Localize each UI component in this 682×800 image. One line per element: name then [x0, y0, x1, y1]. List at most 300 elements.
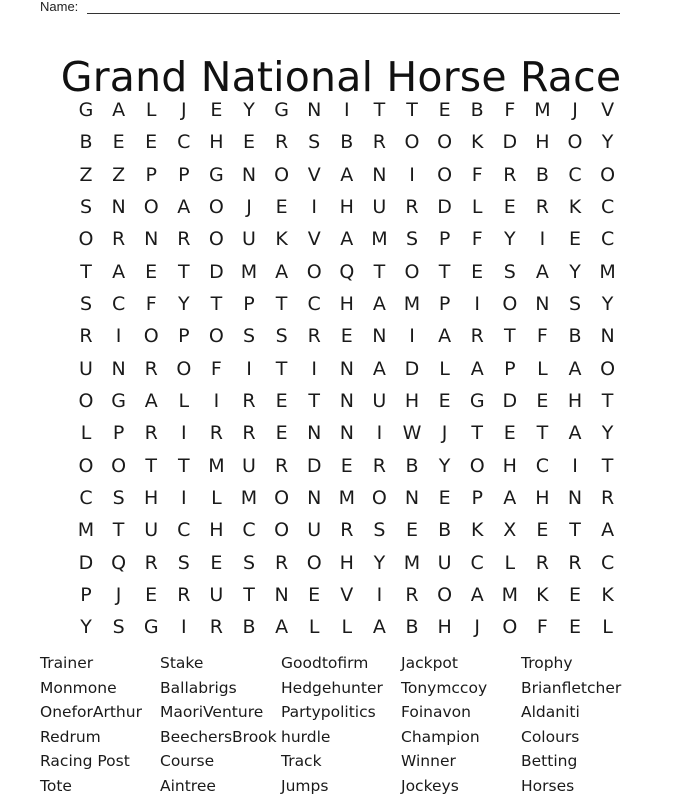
- grid-letter: R: [535, 551, 549, 574]
- grid-letter: R: [177, 228, 191, 251]
- grid-letter: B: [438, 519, 452, 542]
- grid-letter: J: [246, 195, 252, 218]
- grid-letter: P: [504, 357, 516, 380]
- grid-letter: E: [438, 99, 451, 121]
- word-list-item: Champion: [401, 727, 480, 746]
- grid-letter: J: [180, 99, 187, 121]
- grid-letter: M: [403, 551, 421, 574]
- grid-letter: H: [502, 454, 517, 477]
- word-list: [40, 651, 660, 799]
- grid-letter: V: [340, 583, 354, 606]
- grid-letter: Y: [373, 551, 386, 574]
- grid-letter: I: [311, 195, 317, 218]
- grid-letter: N: [600, 325, 615, 348]
- grid-letter: N: [111, 195, 126, 218]
- grid-letter: O: [437, 163, 453, 186]
- grid-letter: I: [115, 325, 122, 348]
- grid-letter: O: [143, 195, 159, 218]
- word-list-item: Ballabrigs: [160, 678, 237, 697]
- word-search-grid: [70, 94, 616, 644]
- grid-letter: O: [600, 163, 616, 186]
- grid-letter: S: [112, 486, 125, 509]
- grid-letter: O: [78, 389, 94, 412]
- name-field: [40, 0, 620, 16]
- grid-letter: L: [439, 357, 450, 380]
- word-list-item: Trainer: [40, 654, 94, 672]
- grid-letter: S: [79, 195, 93, 218]
- grid-letter: T: [112, 519, 125, 542]
- grid-letter: I: [180, 422, 187, 445]
- grid-letter: F: [471, 228, 483, 251]
- grid-letter: P: [243, 292, 255, 315]
- grid-letter: R: [144, 551, 158, 574]
- grid-letter: S: [242, 325, 256, 348]
- grid-letter: H: [535, 131, 550, 154]
- grid-letter: P: [145, 163, 157, 186]
- grid-letter: I: [376, 422, 383, 445]
- word-list-item: Tonymccoy: [401, 678, 488, 697]
- grid-letter: N: [567, 486, 583, 509]
- word-list-item: Redrum: [40, 727, 101, 746]
- grid-letter: H: [209, 131, 224, 154]
- grid-row: [70, 159, 616, 191]
- grid-letter: O: [306, 260, 322, 283]
- grid-letter: E: [536, 519, 549, 542]
- grid-letter: Y: [177, 292, 190, 315]
- grid-letter: A: [503, 486, 517, 509]
- grid-letter: T: [210, 292, 223, 315]
- word-list-item: Partypolitics: [281, 703, 376, 722]
- word-list-item: Betting: [521, 752, 578, 771]
- grid-letter: E: [242, 131, 255, 154]
- grid-letter: Y: [601, 422, 614, 445]
- grid-letter: H: [339, 195, 354, 218]
- grid-letter: O: [78, 454, 94, 477]
- grid-letter: A: [535, 260, 549, 283]
- grid-letter: O: [208, 325, 224, 348]
- grid-letter: E: [503, 422, 516, 445]
- grid-letter: M: [240, 486, 258, 509]
- grid-letter: A: [438, 325, 452, 348]
- grid-letter: L: [471, 195, 483, 218]
- grid-letter: N: [307, 99, 322, 121]
- grid-letter: J: [115, 583, 122, 606]
- grid-letter: D: [502, 131, 518, 154]
- word-list-item: hurdle: [281, 727, 331, 746]
- grid-row: [70, 353, 616, 385]
- grid-letter: S: [405, 228, 419, 251]
- grid-letter: O: [176, 357, 192, 380]
- grid-letter: A: [275, 616, 289, 639]
- grid-letter: R: [372, 454, 386, 477]
- grid-letter: U: [242, 228, 256, 251]
- word-list-item: Winner: [401, 752, 456, 771]
- grid-letter: I: [311, 357, 317, 380]
- grid-letter: O: [78, 228, 94, 251]
- grid-letter: O: [274, 163, 290, 186]
- grid-letter: E: [210, 99, 223, 121]
- grid-letter: Y: [438, 454, 451, 477]
- grid-letter: N: [372, 325, 387, 348]
- grid-letter: B: [79, 131, 93, 154]
- grid-letter: Y: [80, 616, 92, 639]
- name-label: Name:: [40, 0, 79, 14]
- grid-letter: D: [502, 389, 518, 412]
- grid-letter: O: [274, 519, 290, 542]
- grid-letter: O: [143, 325, 159, 348]
- grid-letter: J: [474, 616, 480, 639]
- grid-letter: C: [600, 228, 615, 251]
- grid-letter: E: [438, 389, 451, 412]
- page-title: Grand National Horse Race: [60, 53, 622, 102]
- grid-letter: L: [80, 422, 92, 445]
- grid-letter: L: [308, 616, 320, 639]
- grid-letter: K: [601, 583, 614, 606]
- grid-letter: M: [534, 99, 551, 121]
- grid-letter: U: [209, 583, 224, 606]
- word-list-item: Monmone: [40, 678, 117, 697]
- grid-letter: R: [274, 551, 289, 574]
- grid-letter: T: [438, 260, 451, 283]
- grid-letter: T: [308, 389, 320, 412]
- grid-letter: H: [209, 519, 224, 542]
- grid-letter: A: [177, 195, 191, 218]
- grid-letter: N: [372, 163, 387, 186]
- grid-letter: M: [240, 260, 258, 283]
- grid-letter: P: [471, 486, 483, 509]
- grid-row: [70, 514, 613, 546]
- grid-row: [70, 385, 613, 417]
- grid-letter: S: [275, 325, 288, 348]
- grid-letter: U: [79, 357, 93, 380]
- grid-letter: C: [535, 454, 550, 477]
- grid-letter: A: [568, 422, 582, 445]
- grid-letter: A: [144, 389, 158, 412]
- grid-letter: R: [177, 583, 191, 606]
- grid-letter: K: [568, 195, 582, 218]
- grid-letter: T: [80, 260, 92, 283]
- grid-letter: E: [145, 583, 158, 606]
- grid-letter: E: [210, 551, 223, 574]
- grid-letter: R: [111, 228, 126, 251]
- grid-letter: M: [501, 583, 518, 606]
- grid-letter: C: [470, 551, 484, 574]
- grid-letter: C: [568, 163, 582, 186]
- grid-letter: T: [275, 357, 288, 380]
- grid-letter: O: [208, 195, 224, 218]
- grid-letter: N: [111, 357, 126, 380]
- grid-letter: Y: [601, 131, 614, 154]
- word-column: [40, 651, 142, 799]
- grid-letter: I: [539, 228, 546, 251]
- grid-letter: E: [145, 131, 158, 154]
- grid-letter: D: [404, 357, 420, 380]
- grid-letter: B: [535, 163, 549, 186]
- grid-row: [70, 611, 613, 643]
- grid-letter: N: [339, 357, 354, 380]
- grid-letter: T: [177, 454, 190, 477]
- grid-letter: R: [372, 131, 386, 154]
- grid-letter: M: [208, 454, 225, 477]
- grid-letter: U: [437, 551, 452, 574]
- word-list-item: Horses: [521, 776, 575, 795]
- grid-letter: P: [178, 325, 190, 348]
- grid-letter: A: [340, 163, 354, 186]
- grid-letter: D: [306, 454, 322, 477]
- grid-letter: N: [339, 422, 354, 445]
- grid-letter: S: [79, 292, 93, 315]
- grid-letter: C: [307, 292, 321, 315]
- grid-letter: C: [600, 551, 615, 574]
- grid-letter: U: [372, 195, 387, 218]
- grid-letter: H: [404, 389, 420, 412]
- grid-letter: T: [471, 422, 483, 445]
- grid-letter: M: [371, 228, 388, 251]
- grid-letter: S: [373, 519, 386, 542]
- word-list-item: Jumps: [281, 776, 329, 795]
- grid-letter: C: [242, 519, 256, 542]
- grid-letter: E: [340, 325, 353, 348]
- grid-letter: N: [274, 583, 289, 606]
- grid-letter: R: [144, 422, 158, 445]
- grid-letter: D: [209, 260, 224, 283]
- word-column: [281, 651, 383, 799]
- grid-letter: H: [535, 486, 550, 509]
- grid-letter: J: [572, 99, 578, 121]
- grid-letter: I: [409, 163, 415, 186]
- grid-letter: I: [572, 454, 578, 477]
- grid-letter: E: [536, 389, 549, 412]
- grid-letter: D: [78, 551, 94, 574]
- grid-letter: S: [112, 616, 125, 639]
- grid-letter: H: [144, 486, 159, 509]
- grid-letter: A: [275, 260, 289, 283]
- grid-letter: E: [112, 131, 125, 154]
- grid-letter: T: [569, 519, 581, 542]
- grid-letter: Y: [503, 228, 516, 251]
- grid-row: [70, 191, 613, 223]
- grid-letter: R: [242, 422, 256, 445]
- grid-row: [70, 320, 613, 352]
- grid-letter: E: [340, 454, 353, 477]
- grid-letter: H: [339, 551, 354, 574]
- grid-letter: N: [307, 422, 322, 445]
- word-list-item: Course: [160, 752, 215, 771]
- grid-letter: D: [437, 195, 452, 218]
- word-list-item: Trophy: [521, 654, 573, 672]
- word-list-item: Colours: [521, 727, 580, 746]
- grid-row: [70, 288, 613, 320]
- grid-letter: R: [405, 583, 419, 606]
- grid-letter: T: [243, 583, 255, 606]
- grid-letter: L: [602, 616, 613, 639]
- grid-letter: B: [405, 454, 419, 477]
- grid-letter: E: [568, 583, 581, 606]
- grid-letter: U: [307, 519, 322, 542]
- grid-letter: I: [474, 292, 480, 315]
- grid-letter: L: [145, 99, 157, 121]
- word-list-item: Aintree: [160, 776, 216, 795]
- grid-letter: N: [307, 486, 322, 509]
- grid-letter: T: [145, 454, 157, 477]
- grid-letter: O: [306, 551, 322, 574]
- grid-row: [70, 482, 613, 514]
- grid-letter: R: [79, 325, 93, 348]
- word-list-item: Foinavon: [401, 703, 471, 722]
- grid-letter: A: [112, 99, 126, 121]
- grid-letter: O: [404, 131, 420, 154]
- grid-letter: C: [111, 292, 126, 315]
- grid-letter: O: [111, 454, 127, 477]
- grid-letter: K: [470, 519, 484, 542]
- grid-letter: I: [180, 486, 187, 509]
- grid-letter: O: [567, 131, 583, 154]
- word-list-item: Brianfletcher: [521, 678, 622, 697]
- grid-letter: T: [536, 422, 549, 445]
- grid-letter: H: [567, 389, 583, 412]
- grid-letter: T: [503, 325, 516, 348]
- grid-letter: B: [568, 325, 582, 348]
- grid-letter: M: [77, 519, 95, 542]
- word-column: [160, 651, 277, 799]
- word-list-item: Racing Post: [40, 752, 130, 771]
- grid-letter: Y: [243, 99, 255, 121]
- grid-letter: W: [402, 422, 422, 445]
- grid-letter: V: [307, 163, 321, 186]
- grid-letter: B: [340, 131, 354, 154]
- grid-letter: S: [242, 551, 256, 574]
- grid-letter: R: [274, 454, 289, 477]
- grid-letter: O: [437, 583, 453, 606]
- grid-letter: V: [307, 228, 321, 251]
- grid-letter: I: [376, 583, 383, 606]
- grid-letter: N: [535, 292, 550, 315]
- grid-row: [70, 256, 616, 288]
- grid-letter: U: [144, 519, 159, 542]
- grid-letter: V: [601, 99, 615, 121]
- grid-letter: E: [405, 519, 418, 542]
- grid-letter: N: [241, 163, 257, 186]
- grid-letter: T: [601, 389, 614, 412]
- grid-letter: H: [437, 616, 452, 639]
- grid-letter: A: [372, 357, 386, 380]
- grid-letter: A: [372, 616, 386, 639]
- grid-letter: N: [404, 486, 420, 509]
- grid-letter: I: [409, 325, 415, 348]
- grid-letter: R: [470, 325, 484, 348]
- grid-letter: M: [599, 260, 616, 283]
- grid-letter: C: [177, 519, 191, 542]
- grid-letter: H: [339, 292, 354, 315]
- grid-letter: O: [502, 616, 518, 639]
- grid-letter: R: [307, 325, 321, 348]
- grid-letter: C: [177, 131, 191, 154]
- grid-letter: O: [404, 260, 420, 283]
- grid-letter: R: [568, 551, 582, 574]
- grid-row: [70, 450, 613, 482]
- grid-letter: R: [144, 357, 158, 380]
- grid-letter: R: [405, 195, 419, 218]
- grid-letter: K: [536, 583, 549, 606]
- grid-letter: N: [144, 228, 159, 251]
- grid-letter: N: [339, 389, 354, 412]
- grid-letter: L: [504, 551, 516, 574]
- grid-letter: P: [80, 583, 92, 606]
- grid-letter: T: [177, 260, 190, 283]
- grid-letter: I: [343, 99, 350, 121]
- grid-letter: A: [470, 583, 484, 606]
- grid-letter: O: [274, 486, 290, 509]
- grid-letter: O: [502, 292, 518, 315]
- grid-letter: F: [504, 99, 516, 121]
- grid-letter: T: [373, 99, 386, 121]
- grid-letter: S: [568, 292, 582, 315]
- grid-letter: E: [275, 195, 288, 218]
- grid-letter: C: [600, 195, 615, 218]
- grid-letter: P: [178, 163, 190, 186]
- grid-letter: M: [338, 486, 355, 509]
- grid-row: [70, 417, 613, 449]
- grid-letter: E: [145, 260, 158, 283]
- grid-letter: O: [371, 486, 387, 509]
- grid-letter: R: [600, 486, 615, 509]
- grid-letter: A: [470, 357, 484, 380]
- word-list-item: Tote: [40, 776, 72, 795]
- grid-letter: E: [275, 422, 288, 445]
- grid-letter: A: [568, 357, 582, 380]
- grid-letter: G: [274, 99, 289, 121]
- grid-letter: E: [503, 195, 516, 218]
- grid-letter: F: [471, 163, 483, 186]
- grid-row: [70, 547, 613, 579]
- grid-letter: B: [242, 616, 256, 639]
- grid-row: [70, 126, 613, 158]
- word-list-item: Hedgehunter: [281, 678, 383, 697]
- grid-letter: L: [341, 616, 353, 639]
- grid-letter: P: [438, 292, 451, 315]
- grid-letter: F: [210, 357, 222, 380]
- grid-letter: S: [503, 260, 516, 283]
- grid-letter: O: [208, 228, 224, 251]
- grid-letter: E: [471, 260, 484, 283]
- grid-letter: G: [209, 163, 224, 186]
- grid-letter: A: [112, 260, 126, 283]
- grid-letter: T: [601, 454, 614, 477]
- word-column: [521, 651, 621, 799]
- grid-letter: O: [469, 454, 485, 477]
- grid-letter: M: [403, 292, 421, 315]
- grid-letter: Z: [79, 163, 93, 186]
- grid-letter: B: [405, 616, 419, 639]
- grid-row: [70, 223, 613, 255]
- grid-letter: Y: [569, 260, 581, 283]
- grid-letter: J: [441, 422, 448, 445]
- grid-letter: L: [211, 486, 222, 509]
- grid-letter: R: [535, 195, 549, 218]
- grid-letter: R: [503, 163, 517, 186]
- grid-letter: E: [568, 616, 581, 639]
- grid-letter: G: [469, 389, 485, 412]
- word-list-item: Jockeys: [401, 776, 459, 795]
- word-list-item: Stake: [160, 654, 204, 672]
- grid-letter: O: [437, 131, 453, 154]
- word-list-item: BeechersBrook: [160, 727, 277, 746]
- word-list-item: Aldaniti: [521, 703, 580, 722]
- grid-letter: L: [178, 389, 190, 412]
- grid-letter: X: [503, 519, 517, 542]
- name-underline: [87, 13, 620, 14]
- grid-letter: Q: [111, 551, 127, 574]
